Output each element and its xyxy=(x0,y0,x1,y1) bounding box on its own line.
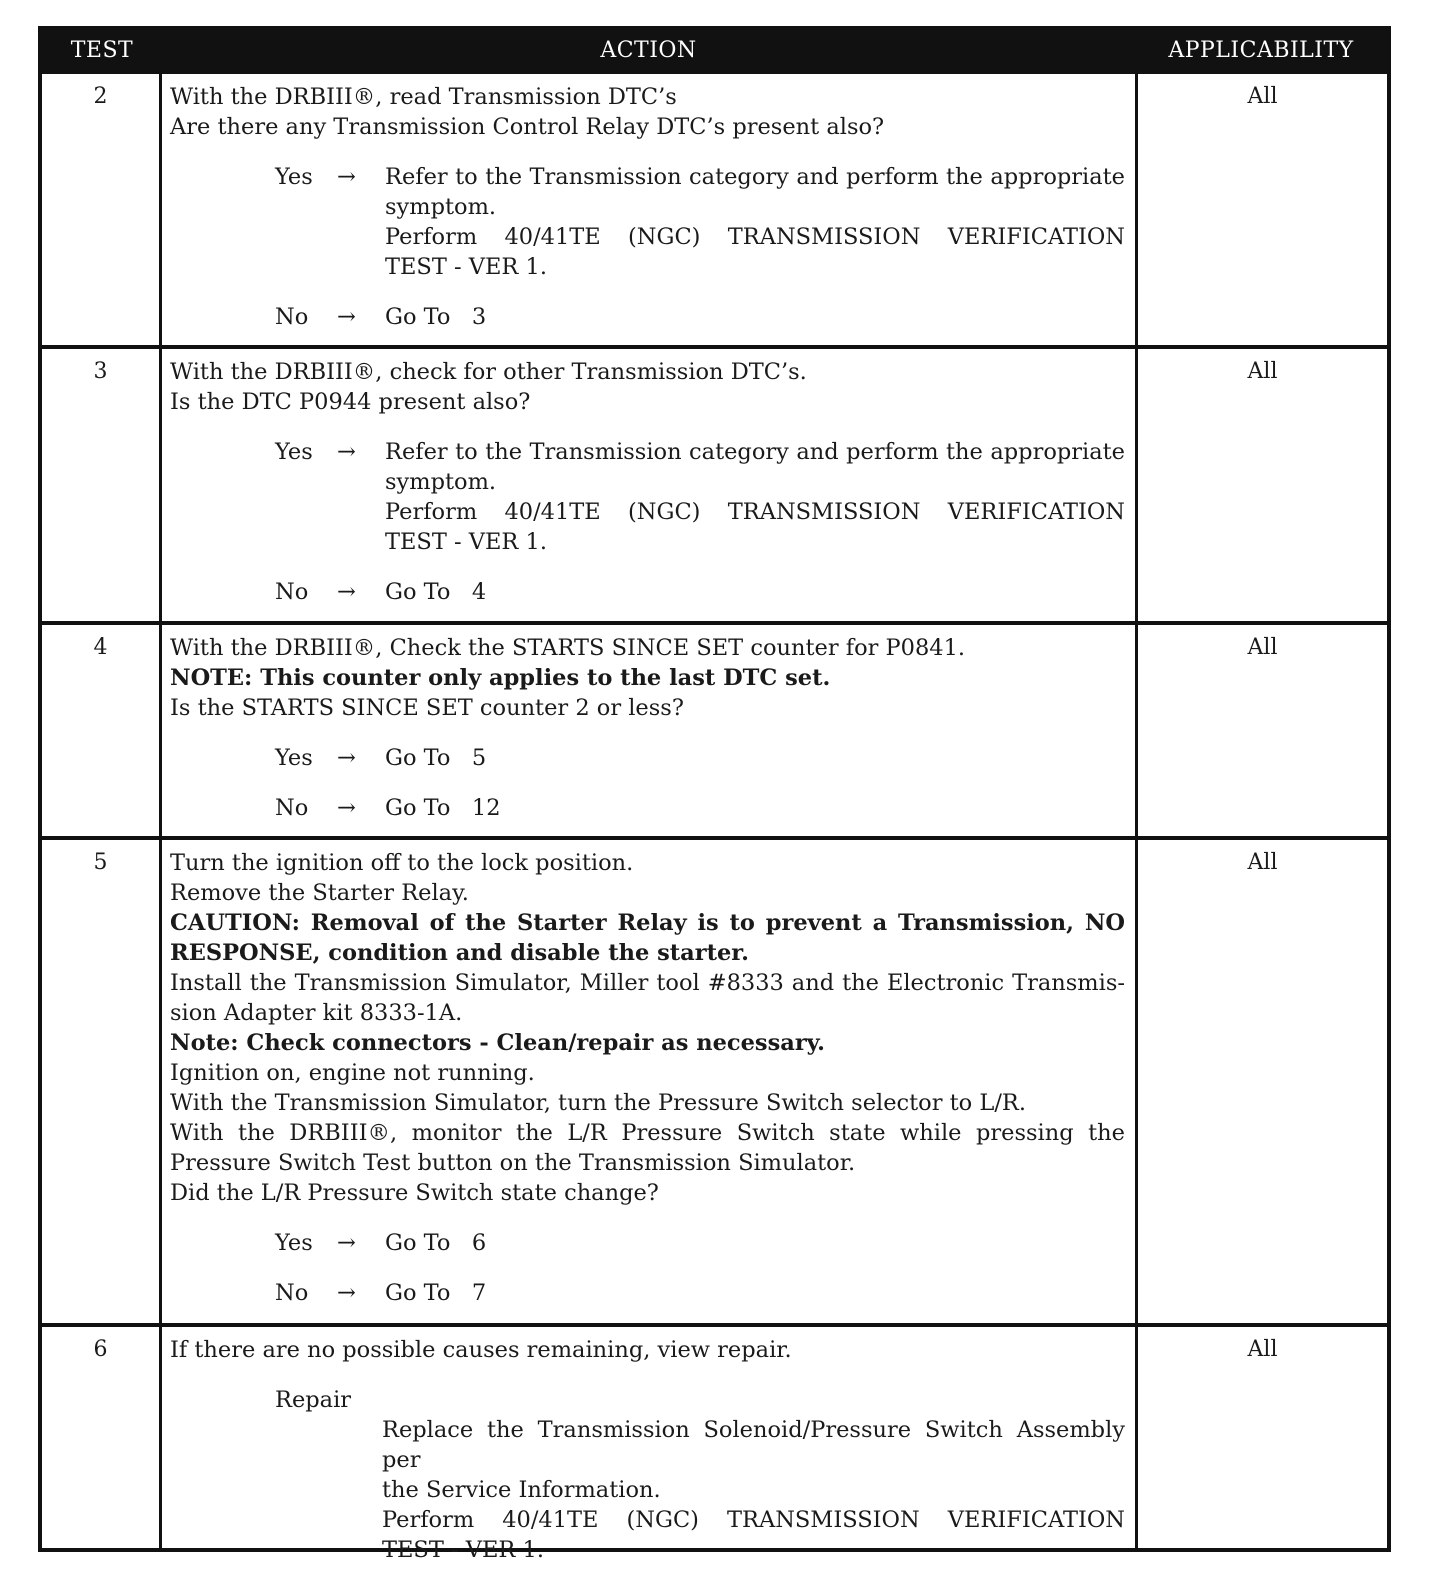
yes-answer xyxy=(170,162,1125,282)
test-number: 4 xyxy=(42,625,162,836)
yes-line: symptom. xyxy=(385,194,497,220)
arrow-icon: → xyxy=(337,1280,356,1306)
arrow-icon: → xyxy=(337,1230,356,1256)
repair-line: Replace the Transmission Solenoid/Pressure Switch Assembly per xyxy=(382,1417,1125,1473)
no-label: No xyxy=(275,579,309,605)
action-line: sion Adapter kit 8333-1A. xyxy=(170,1000,463,1026)
arrow-icon: → xyxy=(337,164,356,190)
yes-line: Refer to the Transmission category and perform the appropriate xyxy=(385,439,1125,465)
action-line: Is the STARTS SINCE SET counter 2 or less? xyxy=(170,695,684,721)
test-number: 6 xyxy=(42,1327,162,1548)
note-line: NOTE: This counter only applies to the last DTC set. xyxy=(170,665,831,691)
action-line: Remove the Starter Relay. xyxy=(170,880,469,906)
applicability-cell: All xyxy=(1247,84,1278,109)
action-cell xyxy=(162,349,1138,621)
action-line: Is the DTC P0944 present also? xyxy=(170,389,531,415)
action-line: Install the Transmission Simulator, Miller tool #8333 and the Electronic Transmis- xyxy=(170,970,1125,996)
yes-line: Perform 40/41TE (NGC) TRANSMISSION VERIFICATION xyxy=(385,499,1125,525)
action-line: Ignition on, engine not running. xyxy=(170,1060,535,1086)
action-line: With the DRBIII®, monitor the L/R Pressure Switch state while pressing the xyxy=(170,1120,1125,1146)
action-line: Pressure Switch Test button on the Transmission Simulator. xyxy=(170,1150,856,1176)
action-cell xyxy=(162,1327,1138,1563)
arrow-icon: → xyxy=(337,795,356,821)
test-number: 3 xyxy=(42,349,162,621)
action-line: Are there any Transmission Control Relay DTC’s present also? xyxy=(170,114,885,140)
action-cell xyxy=(162,625,1138,836)
applicability-cell: All xyxy=(1247,850,1278,875)
yes-label: Yes xyxy=(275,164,313,190)
yes-body: Go To 6 xyxy=(385,1230,487,1256)
applicability-cell: All xyxy=(1247,359,1278,384)
header-action: ACTION xyxy=(600,37,697,63)
no-answer xyxy=(170,793,1125,823)
action-line: With the DRBIII®, read Transmission DTC’s xyxy=(170,84,677,110)
arrow-icon: → xyxy=(337,439,356,465)
no-answer xyxy=(170,302,1125,332)
caution-line: CAUTION: Removal of the Starter Relay is to prevent a Transmission, NO xyxy=(170,910,1125,936)
action-line: With the DRBIII®, Check the STARTS SINCE SET counter for P0841. xyxy=(170,635,966,661)
table-row-test-4 xyxy=(42,621,1387,836)
table-header xyxy=(42,30,1387,70)
table-row-test-2 xyxy=(42,70,1387,345)
no-body: Go To 12 xyxy=(385,795,501,821)
no-body: Go To 3 xyxy=(385,304,487,330)
action-line: Did the L/R Pressure Switch state change? xyxy=(170,1180,659,1206)
no-label: No xyxy=(275,304,309,330)
yes-body: Go To 5 xyxy=(385,745,487,771)
applicability-cell: All xyxy=(1247,635,1278,660)
repair-line: TEST - VER 1. xyxy=(382,1537,544,1563)
no-label: No xyxy=(275,1280,309,1306)
yes-line: symptom. xyxy=(385,469,497,495)
no-body: Go To 7 xyxy=(385,1280,487,1306)
arrow-icon: → xyxy=(337,579,356,605)
action-cell xyxy=(162,840,1138,1323)
yes-label: Yes xyxy=(275,745,313,771)
header-applicability: APPLICABILITY xyxy=(1168,37,1354,63)
no-answer xyxy=(170,577,1125,607)
yes-line: TEST - VER 1. xyxy=(385,529,547,555)
yes-line: Perform 40/41TE (NGC) TRANSMISSION VERIFICATION xyxy=(385,224,1125,250)
yes-answer xyxy=(170,1228,1125,1258)
action-line: Turn the ignition off to the lock position. xyxy=(170,850,634,876)
table-row-test-5 xyxy=(42,836,1387,1323)
applicability-cell: All xyxy=(1247,1337,1278,1362)
no-label: No xyxy=(275,795,309,821)
repair-line: the Service Information. xyxy=(382,1477,661,1503)
yes-label: Yes xyxy=(275,1230,313,1256)
table-row-test-6 xyxy=(42,1323,1387,1563)
yes-line: Refer to the Transmission category and perform the appropriate xyxy=(385,164,1125,190)
action-line: If there are no possible causes remaining, view repair. xyxy=(170,1337,792,1363)
arrow-icon: → xyxy=(337,745,356,771)
no-body: Go To 4 xyxy=(385,579,487,605)
table-row-test-3 xyxy=(42,345,1387,621)
diagnostic-table xyxy=(38,26,1391,1563)
arrow-icon: → xyxy=(337,304,356,330)
repair-label: Repair xyxy=(275,1387,352,1413)
yes-label: Yes xyxy=(275,439,313,465)
action-cell xyxy=(162,74,1138,345)
repair-body xyxy=(170,1415,1125,1565)
test-number: 5 xyxy=(42,840,162,1323)
test-number: 2 xyxy=(42,74,162,345)
yes-body xyxy=(385,437,1125,557)
no-answer xyxy=(170,1278,1125,1308)
action-line: With the Transmission Simulator, turn the Pressure Switch selector to L/R. xyxy=(170,1090,1026,1116)
yes-answer xyxy=(170,437,1125,557)
note-line: Note: Check connectors - Clean/repair as necessary. xyxy=(170,1030,825,1056)
repair-line: Perform 40/41TE (NGC) TRANSMISSION VERIFICATION xyxy=(382,1507,1125,1533)
header-test: TEST xyxy=(70,37,134,63)
yes-line: TEST - VER 1. xyxy=(385,254,547,280)
yes-answer xyxy=(170,743,1125,773)
yes-body xyxy=(385,162,1125,282)
caution-line: RESPONSE, condition and disable the starter. xyxy=(170,940,749,966)
action-line: With the DRBIII®, check for other Transmission DTC’s. xyxy=(170,359,807,385)
